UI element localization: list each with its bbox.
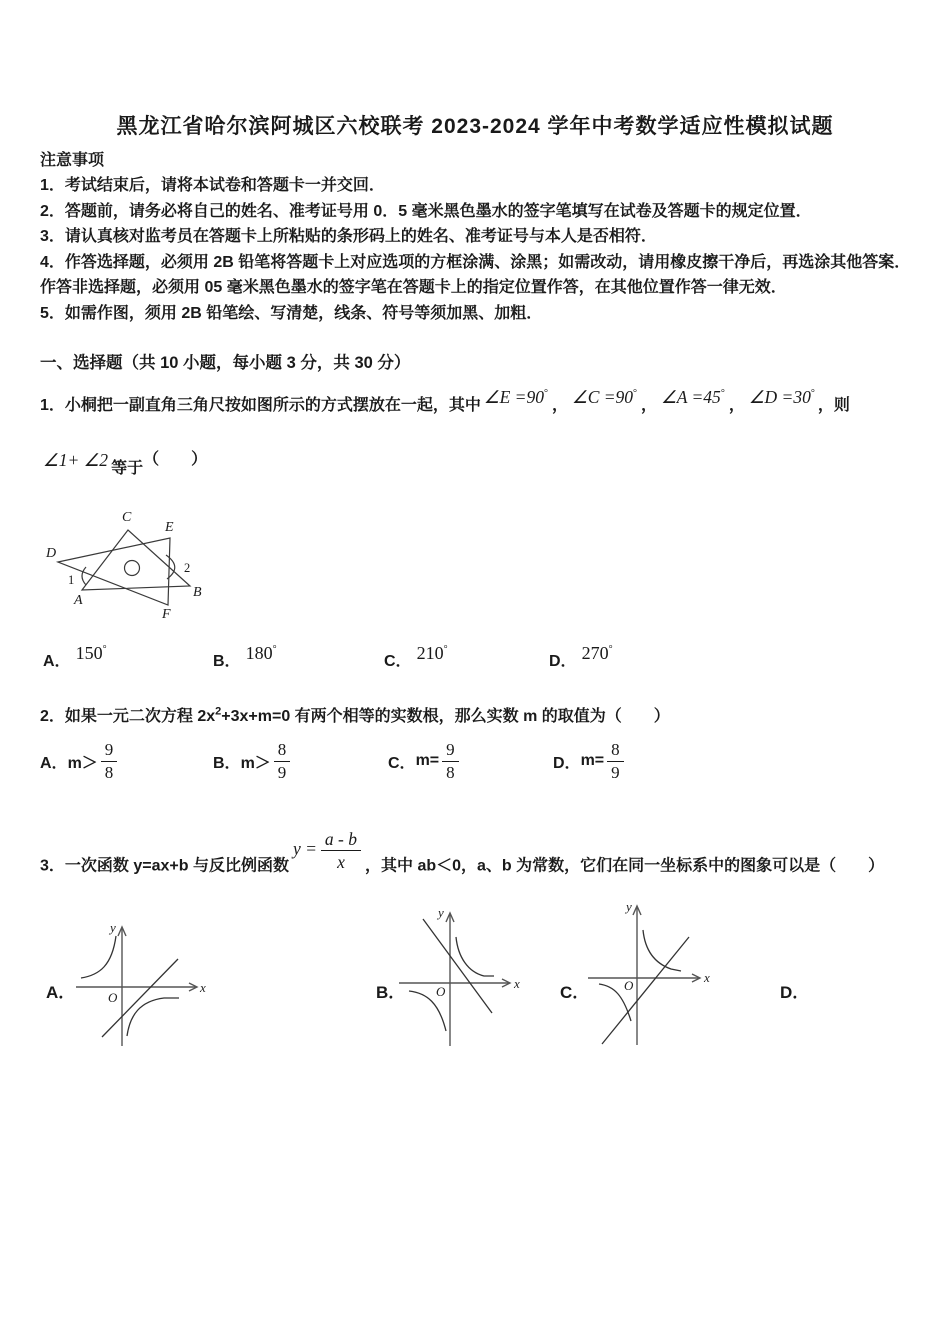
y-axis-label: y xyxy=(626,900,632,914)
q3-option-c-label: C． xyxy=(560,983,590,1002)
fraction xyxy=(101,740,118,782)
q3-formula xyxy=(289,829,365,872)
q1-tail-text: ，则 xyxy=(817,397,850,414)
option-label: B． xyxy=(213,653,241,670)
q1-number: 1． xyxy=(40,397,65,414)
angle-expr: ∠E =90 xyxy=(483,387,544,407)
option-label: C． xyxy=(384,653,412,670)
q2-option-d xyxy=(553,733,624,789)
origin-label: O xyxy=(436,984,446,999)
question-1-line-2 xyxy=(40,450,940,478)
x-axis-label: x xyxy=(514,976,520,991)
q2-option-b xyxy=(213,733,290,789)
q3-graph-a xyxy=(70,915,210,1050)
option-label: D． xyxy=(553,754,581,772)
q2-number: 2． xyxy=(40,708,65,725)
q1-math-angle-A xyxy=(658,387,728,408)
q3-graph-b xyxy=(393,905,528,1050)
degree-symbol: ° xyxy=(810,388,815,400)
x-axis-label: x xyxy=(200,980,206,995)
fraction xyxy=(607,740,624,782)
vertex-label-C: C xyxy=(122,510,132,525)
section-heading: 一、选择题（共 10 小题，每小题 3 分，共 30 分） xyxy=(40,354,411,372)
option-number: 210 xyxy=(416,643,444,663)
degree-symbol: ° xyxy=(633,388,638,400)
q1-math-angle-D xyxy=(746,387,818,408)
q1-option-a xyxy=(43,643,107,671)
q3-option-a-label: A． xyxy=(46,983,76,1002)
angle-1-label: 1 xyxy=(68,573,75,587)
option-value xyxy=(241,643,277,664)
fraction xyxy=(274,740,291,782)
option-prefix: m＞ xyxy=(240,754,271,772)
vertex-label-F: F xyxy=(162,607,171,620)
degree-symbol: ° xyxy=(272,644,277,655)
q1-option-b xyxy=(213,643,277,671)
comma: ， xyxy=(551,397,568,414)
q2-text-a: 如果一元二次方程 2x xyxy=(64,708,216,725)
option-number: 180 xyxy=(245,643,273,663)
q2-text-b: +3x+m=0 有两个相等的实数根，那么实数 m 的取值为（ ） xyxy=(221,708,670,725)
fraction xyxy=(442,740,459,782)
vertex-label-B: B xyxy=(193,585,202,600)
question-1-line-1 xyxy=(40,387,940,415)
notice-item-1: 1．考试结束后，请将本试卷和答题卡一并交回． xyxy=(40,177,385,194)
q1-equals-text: 等于 xyxy=(111,460,144,477)
vertex-label-A: A xyxy=(74,593,83,608)
formula-fraction xyxy=(321,829,361,872)
q3-text-a: 一次函数 y=ax+b 与反比例函数 xyxy=(64,857,289,875)
q3-option-d-label: D． xyxy=(780,983,810,1002)
triangle-ABC xyxy=(82,530,190,590)
fraction-numerator: a - b xyxy=(321,829,361,851)
option-number: 270 xyxy=(581,643,609,663)
q1-option-d xyxy=(549,643,613,671)
option-number: 150 xyxy=(75,643,103,663)
notice-item-2: 2．答题前，请务必将自己的姓名、准考证号用 0．5 毫米黑色墨水的签字笔填写在试卷及答题卡的规定位置． xyxy=(40,202,812,220)
degree-symbol: ° xyxy=(102,644,107,655)
linear-function-line xyxy=(423,919,492,1013)
q1-figure xyxy=(45,500,210,620)
option-prefix: m= xyxy=(580,752,605,769)
option-label: A． xyxy=(43,653,71,670)
option-label: A． xyxy=(40,754,68,772)
angle-2-arc xyxy=(166,555,175,579)
fraction-numerator: 8 xyxy=(607,740,624,762)
hyperbola-branch-q1 xyxy=(456,937,494,976)
option-prefix: m= xyxy=(415,752,440,769)
angle-expr: ∠A =45 xyxy=(661,387,721,407)
figure-hole xyxy=(125,561,140,576)
fraction-numerator: 8 xyxy=(274,740,291,762)
origin-label: O xyxy=(624,978,634,993)
hyperbola-branch-q2 xyxy=(81,936,116,978)
option-prefix: m＞ xyxy=(67,754,98,772)
fraction-denominator: 8 xyxy=(446,762,455,782)
y-axis-label: y xyxy=(438,905,444,920)
q1-option-c xyxy=(384,643,448,671)
exam-title: 黑龙江省哈尔滨阿城区六校联考 2023-2024 学年中考数学适应性模拟试题 xyxy=(116,115,834,138)
exponent: 2 xyxy=(215,705,222,718)
q2-option-a xyxy=(40,733,117,789)
notice-heading: 注意事项 xyxy=(40,152,105,169)
notice-item-5: 5．如需作图，须用 2B 铅笔绘、写清楚，线条、符号等须加黑、加粗． xyxy=(40,304,543,322)
origin-label: O xyxy=(108,990,118,1005)
fraction-denominator: 9 xyxy=(611,762,620,782)
degree-symbol: ° xyxy=(608,644,613,655)
angle-1-arc xyxy=(82,567,86,585)
fraction-denominator: x xyxy=(337,852,345,873)
q3-number: 3． xyxy=(40,857,65,875)
option-value xyxy=(71,643,107,664)
option-label: C． xyxy=(388,754,416,772)
degree-symbol: ° xyxy=(543,388,548,400)
option-value xyxy=(412,643,448,664)
option-label: B． xyxy=(213,754,241,772)
angle-2-label: 2 xyxy=(184,561,191,575)
q3-text-b: ，其中 ab＜0，a、b 为常数，它们在同一坐标系中的图象可以是（ ） xyxy=(365,857,885,875)
question-3-text xyxy=(40,829,940,888)
formula-lhs: y = xyxy=(292,838,317,859)
angle-expr: ∠D =30 xyxy=(748,387,811,407)
degree-symbol: ° xyxy=(443,644,448,655)
q3-graph-c xyxy=(583,900,718,1048)
option-value xyxy=(577,643,613,664)
vertex-label-E: E xyxy=(165,520,174,535)
angle-expr: ∠C =90 xyxy=(572,387,634,407)
comma: ， xyxy=(728,397,745,414)
option-label: D． xyxy=(549,653,577,670)
q1-math-angle-sum: ∠1+ ∠2 xyxy=(43,450,109,470)
fraction-denominator: 8 xyxy=(104,762,114,782)
q1-lead-text: 小桐把一副直角三角尺按如图所示的方式摆放在一起，其中 xyxy=(64,397,481,414)
notice-item-3: 3．请认真核对监考员在答题卡上所粘贴的条形码上的姓名、准考证号与本人是否相符． xyxy=(40,228,657,245)
question-2-text xyxy=(40,703,940,726)
y-axis-label: y xyxy=(110,920,116,935)
fraction-numerator: 9 xyxy=(442,740,459,762)
hyperbola-branch-q1 xyxy=(643,930,681,971)
comma: ， xyxy=(641,397,658,414)
x-axis-label: x xyxy=(704,970,710,985)
degree-symbol: ° xyxy=(720,388,725,400)
q3-option-b-label: B． xyxy=(376,983,406,1002)
q1-answer-parens: （ ） xyxy=(143,451,208,468)
notice-item-4: 4．作答选择题，必须用 2B 铅笔将答题卡上对应选项的方框涂满、涂黑；如需改动，请用橡皮擦干净后，再选涂其他答案．作答非选择题，必须用 05 毫米黑色墨水的签字笔在答题卡上的指定位置作答，在其他位置作答一律无效． xyxy=(40,253,911,296)
fraction-denominator: 9 xyxy=(277,762,287,782)
q2-option-c xyxy=(388,733,459,789)
notice-list xyxy=(40,173,920,326)
q1-math-angle-C xyxy=(569,387,640,408)
fraction-numerator: 9 xyxy=(101,740,118,762)
vertex-label-D: D xyxy=(46,546,57,561)
q1-math-angle-E xyxy=(481,387,551,408)
